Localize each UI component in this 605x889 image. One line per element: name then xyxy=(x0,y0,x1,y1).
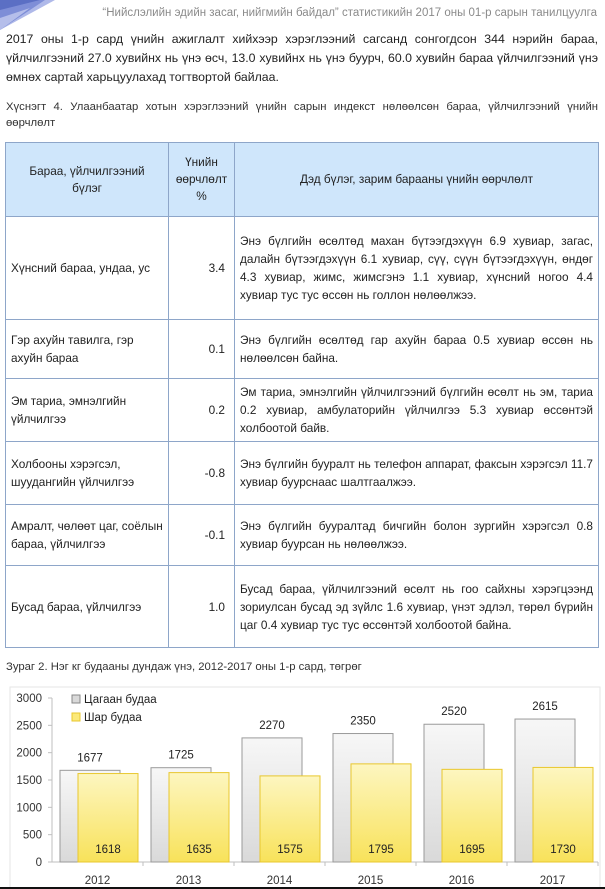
cell-detail: Эм тариа, эмнэлгийн үйлчилгээний бүлгийн өсөлт нь эм, тариа 0.2 хувиар, амбулаторийн үйлчилгээ 5.3 хувиар өссөнтэй холбоотой байв. xyxy=(235,379,599,442)
figure-caption: Зураг 2. Нэг кг будааны дундаж үнэ, 2012-2017 оны 1-р сард, төгрөг xyxy=(6,661,362,673)
cell-change: 0.2 xyxy=(169,379,235,442)
legend-label-yellow-rice: Шар будаа xyxy=(84,712,142,724)
data-label-white-rice: 1677 xyxy=(77,752,103,765)
cell-detail: Энэ бүлгийн бууралт нь телефон аппарат, факсын хэрэгсэл 11.7 хувиар буурснаас шалтгаалжээ. xyxy=(235,442,599,505)
y-tick-label: 1500 xyxy=(16,775,42,787)
x-tick-label: 2016 xyxy=(448,875,475,887)
running-header: “Нийслэлийн эдийн засаг, нийгмийн байдал” статистикийн 2017 оны 01-р сарын танилцуулга xyxy=(102,7,597,19)
data-label-yellow-rice: 1635 xyxy=(186,844,212,856)
cell-group: Гэр ахуйн тавилга, гэр ахуйн бараа xyxy=(6,320,169,379)
table-row xyxy=(6,505,599,566)
y-tick-label: 0 xyxy=(35,857,42,869)
table-header-row xyxy=(6,143,599,217)
cell-detail: Энэ бүлгийн өсөлтөд махан бүтээгдэхүүн 6.9 хувиар, загас, далайн бүтээгдэхүүн 6.1 хувиар, сүү, сүүн бүтээгдэхүүн, өндөг 4.3 хувиар, жимс, жимсгэнэ 1.1 хувиар, хүнсний ногоо 4.4 хувиар тус тус өссөн нь голлон нөлөөлжээ. xyxy=(235,217,599,320)
data-label-yellow-rice: 1695 xyxy=(459,844,485,856)
cell-change: -0.8 xyxy=(169,442,235,505)
cell-group: Амралт, чөлөөт цаг, соёлын бараа, үйлчилгээ xyxy=(6,505,169,566)
cell-detail: Энэ бүлгийн бууралтад бичгийн болон зургийн хэрэгсэл 0.8 хувиар буурсан нь нөлөөлжээ. xyxy=(235,505,599,566)
legend-swatch-white-rice xyxy=(72,695,80,703)
cell-detail: Бусад бараа, үйлчилгээний өсөлт нь гоо сайхны хэрэгцээнд зориулсан бусад эд зүйлс 1.6 хувиар, үнэт эдлэл, төрөл бүрийн цаг 0.4 хувиар тус тус өссөнтэй холбоотой байна. xyxy=(235,566,599,648)
legend-label-white-rice: Цагаан будаа xyxy=(84,694,157,706)
data-label-white-rice: 2615 xyxy=(532,701,558,714)
x-tick-label: 2014 xyxy=(266,875,293,887)
cell-change: 0.1 xyxy=(169,320,235,379)
data-label-white-rice: 2350 xyxy=(350,715,376,728)
data-label-yellow-rice: 1618 xyxy=(95,844,121,856)
y-tick-label: 2500 xyxy=(16,720,42,733)
header-group: Бараа, үйлчилгээний бүлэг xyxy=(6,143,169,217)
rice-price-chart xyxy=(0,686,605,889)
cell-detail: Энэ бүлгийн өсөлтөд гар ахуйн бараа 0.5 хувиар өссөн нь нөлөөлсөн байна. xyxy=(235,320,599,379)
data-label-white-rice: 2520 xyxy=(441,706,467,719)
cell-change: -0.1 xyxy=(169,505,235,566)
data-label-yellow-rice: 1730 xyxy=(550,844,576,856)
x-tick-label: 2012 xyxy=(84,875,111,887)
table-row xyxy=(6,320,599,379)
table-row xyxy=(6,379,599,442)
table-caption: Хүснэгт 4. Улаанбаатар хотын хэрэглээний үнийн сарын индекст нөлөөлсөн бараа, үйлчилгээний үнийн өөрчлөлт xyxy=(6,101,598,129)
table-row xyxy=(6,217,599,320)
cell-group: Эм тариа, эмнэлгийн үйлчилгээ xyxy=(6,379,169,442)
y-tick-label: 2000 xyxy=(16,747,42,760)
legend-swatch-yellow-rice xyxy=(72,713,80,721)
y-tick-label: 500 xyxy=(22,829,42,842)
x-tick-label: 2017 xyxy=(539,875,566,887)
y-tick-label: 3000 xyxy=(16,693,42,705)
table-row xyxy=(6,442,599,505)
header-change: Үнийн өөрчлөлт % xyxy=(169,143,235,217)
data-label-white-rice: 1725 xyxy=(168,749,194,762)
header-detail: Дэд бүлэг, зарим барааны үнийн өөрчлөлт xyxy=(235,143,599,217)
data-label-yellow-rice: 1575 xyxy=(277,844,303,856)
corner-decoration xyxy=(0,0,60,30)
cell-change: 1.0 xyxy=(169,566,235,648)
cell-change: 3.4 xyxy=(169,217,235,320)
x-tick-label: 2015 xyxy=(357,875,384,887)
y-tick-label: 1000 xyxy=(16,802,42,815)
cell-group: Холбооны хэрэгсэл, шуудангийн үйлчилгээ xyxy=(6,442,169,505)
chart-svg xyxy=(0,686,605,889)
data-label-yellow-rice: 1795 xyxy=(368,844,394,856)
cell-group: Хүнсний бараа, ундаа, ус xyxy=(6,217,169,320)
x-tick-label: 2013 xyxy=(175,875,202,887)
price-change-table xyxy=(5,142,599,648)
cell-group: Бусад бараа, үйлчилгээ xyxy=(6,566,169,648)
table-row xyxy=(6,566,599,648)
intro-paragraph: 2017 оны 1-р сард үнийн ажиглалт хийхээр хэрэглээний сагсанд сонгогдсон 344 нэрийн бараа, үйлчилгээний 27.0 хувийнх нь үнэ өсч, 13.0 хувийнх нь үнэ буурч, 60.0 хувийн бараа үйлчилгээний үнэ өмнөх сартай харьцуулахад тогтвортой байлаа. xyxy=(6,32,598,84)
data-label-white-rice: 2270 xyxy=(259,719,285,732)
